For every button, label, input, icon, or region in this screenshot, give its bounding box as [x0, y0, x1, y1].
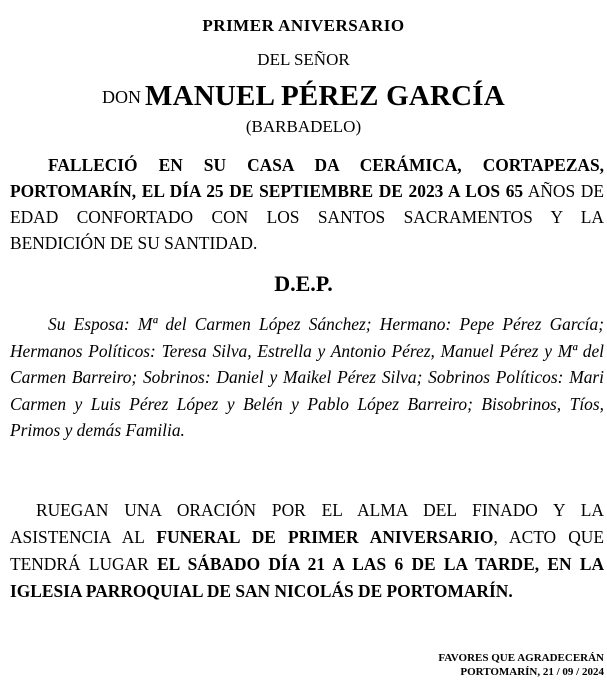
deceased-alias: (BARBADELO)	[245, 117, 362, 136]
prayer-text-3: , ACTO QUE TENDRÁ LUGAR	[10, 527, 604, 574]
family-paragraph	[10, 311, 604, 444]
name-prefix: DON	[102, 87, 142, 107]
death-notice-paragraph	[10, 152, 604, 256]
footer-place-date: PORTOMARÍN, 21 / 09 / 2024	[460, 666, 604, 678]
deceased-name: MANUEL PÉREZ GARCÍA	[145, 80, 505, 112]
dep-heading: D.E.P.	[274, 271, 333, 296]
family-text: Su Esposa: Mª del Carmen López Sánchez; Hermano: Pepe Pérez García; Hermanos Políticos: Teresa Silva, Estrella y Antonio Pérez, Manuel Pérez y Mª del Carmen Barreiro; Sobrinos: Daniel y Maikel Pérez Silva; Sobrinos Políticos: Mari Carmen y Luis Pérez López y Belén y Pablo López Barreiro; Bisobrinos, Tíos, Primos y demás Familia.	[10, 314, 604, 440]
notice-subtitle: DEL SEÑOR	[257, 50, 350, 69]
prayer-text-1: RUEGAN UNA ORACIÓN POR EL ALMA DEL FINADO Y LA ASISTENCIA AL	[10, 500, 604, 547]
footer-thanks: FAVORES QUE AGRADECERÁN	[438, 652, 604, 664]
death-notice-rest: AÑOS DE EDAD CONFORTADO CON LOS SANTOS SACRAMENTOS Y LA BENDICIÓN DE SU SANTIDAD.	[10, 181, 604, 253]
deceased-name-line	[0, 80, 607, 113]
prayer-paragraph	[10, 497, 604, 605]
prayer-text-2: FUNERAL DE PRIMER ANIVERSARIO	[156, 527, 494, 547]
prayer-text-4: EL SÁBADO DÍA 21 A LAS 6 DE LA TARDE, EN LA IGLESIA PARROQUIAL DE SAN NICOLÁS DE PORTOMARÍN.	[10, 554, 605, 601]
death-notice-bold: FALLECIÓ EN SU CASA DA CERÁMICA, CORTAPEZAS, PORTOMARÍN, EL DÍA 25 DE SEPTIEMBRE DE 2023 A LOS 65	[10, 155, 604, 201]
notice-title: PRIMER ANIVERSARIO	[202, 16, 405, 35]
